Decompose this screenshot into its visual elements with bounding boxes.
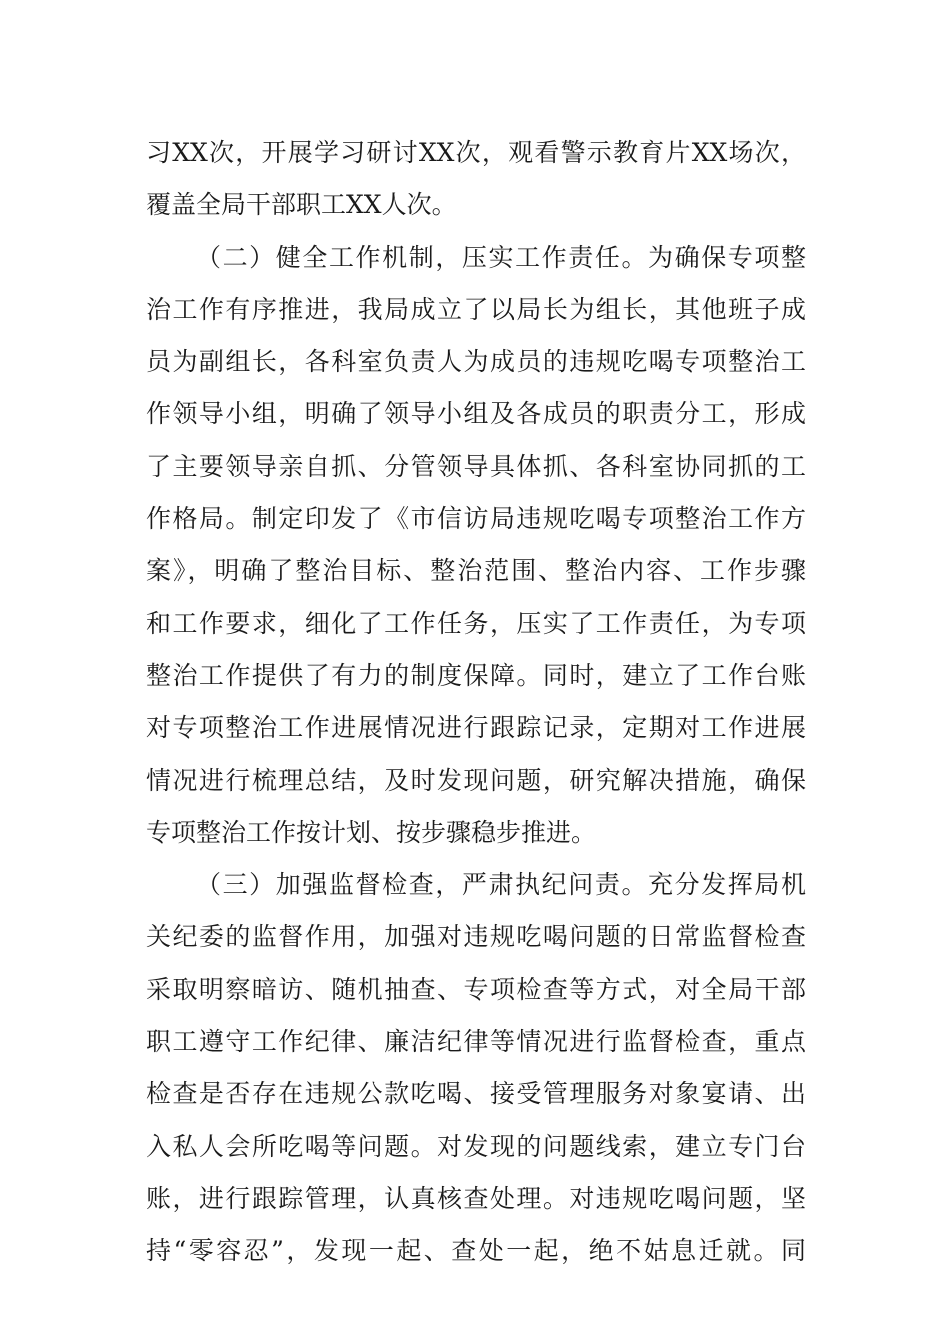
section-heading-line: （二）健全工作机制，压实工作责任。为确保专项整 [196, 242, 806, 272]
text-line: 案》，明确了整治目标、整治范围、整治内容、工作步骤 [146, 556, 806, 586]
text-line: 情况进行梳理总结，及时发现问题，研究解决措施，确保 [146, 765, 806, 795]
text-line: 习XX次，开展学习研讨XX次，观看警示教育片XX场次， [146, 138, 806, 167]
text-line: 了主要领导亲自抓、分管领导具体抓、各科室协同抓的工 [146, 451, 806, 481]
body-text [146, 127, 806, 1278]
text-line: 员为副组长，各科室负责人为成员的违规吃喝专项整治工 [146, 347, 806, 377]
text-line: 持“零容忍”，发现一起、查处一起，绝不姑息迁就。同 [146, 1236, 806, 1266]
text-line: 治工作有序推进，我局成立了以局长为组长，其他班子成 [146, 294, 806, 324]
text-line: 作领导小组，明确了领导小组及各成员的职责分工，形成 [146, 399, 806, 429]
text-line: 和工作要求，细化了工作任务，压实了工作责任，为专项 [146, 608, 806, 638]
text-line: 检查是否存在违规公款吃喝、接受管理服务对象宴请、出 [146, 1079, 806, 1109]
text-line: 作格局。制定印发了《市信访局违规吃喝专项整治工作方 [146, 504, 806, 534]
text-line: 关纪委的监督作用，加强对违规吃喝问题的日常监督检查 [146, 922, 806, 952]
text-line: 整治工作提供了有力的制度保障。同时，建立了工作台账 [146, 660, 806, 690]
text-line: 覆盖全局干部职工XX人次。 [146, 190, 457, 220]
text-line: 入私人会所吃喝等问题。对发现的问题线索，建立专门台 [146, 1131, 806, 1161]
text-line: 专项整治工作按计划、按步骤稳步推进。 [146, 817, 597, 847]
text-line: 账，进行跟踪管理，认真核查处理。对违规吃喝问题，坚 [146, 1183, 806, 1213]
text-line: 对专项整治工作进展情况进行跟踪记录，定期对工作进展 [146, 713, 806, 743]
text-line: 采取明察暗访、随机抽查、专项检查等方式，对全局干部 [146, 974, 806, 1004]
section-heading-line: （三）加强监督检查，严肃执纪问责。充分发挥局机 [196, 870, 806, 900]
text-line: 职工遵守工作纪律、廉洁纪律等情况进行监督检查，重点 [146, 1027, 806, 1057]
